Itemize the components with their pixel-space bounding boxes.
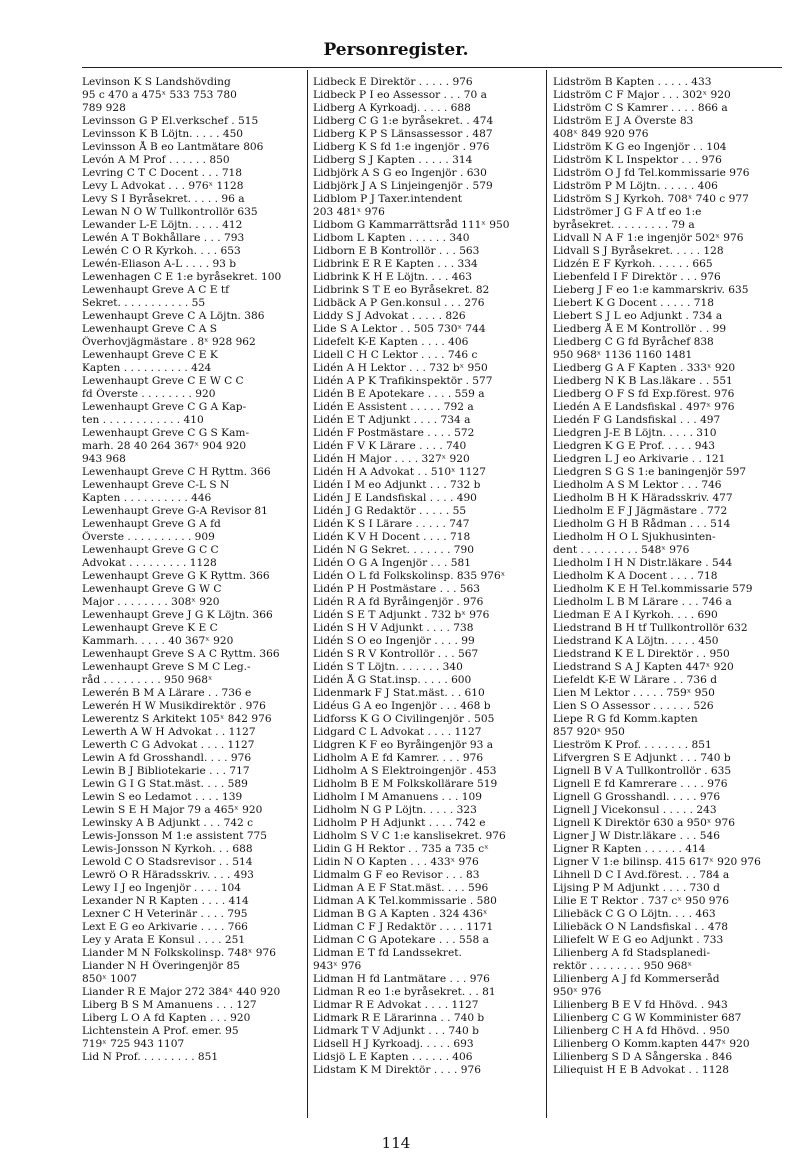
register-entry: Liebert K G Docent . . . . . 718 — [553, 297, 714, 309]
register-entry: Liedholm K A Docent . . . . 718 — [553, 570, 718, 582]
register-entry: Lichtenstein A Prof. emer. 95 — [82, 1025, 239, 1037]
register-entry: Lidén S H V Adjunkt . . . . 738 — [313, 622, 474, 634]
register-entry: Lidén S T Löjtn. . . . . . . 340 — [313, 661, 463, 673]
register-entry: Lidholm N G P Löjtn. . . . . 323 — [313, 804, 477, 816]
register-column-3 — [553, 76, 788, 1077]
register-entry: Lidén K V H Docent . . . . 718 — [313, 531, 471, 543]
register-entry: Lewenhaupt Greve C E W C C — [82, 375, 244, 387]
register-entry: Levinsson K B Löjtn. . . . . 450 — [82, 128, 244, 140]
register-entry: Liander N H Överingenjör 85 — [82, 960, 240, 972]
register-entry: Lewén C O R Kyrkoh. . . . 653 — [82, 245, 241, 257]
register-entry: Lewis-Jonsson N Kyrkoh. . . 688 — [82, 843, 253, 855]
register-entry: råd . . . . . . . . . 950 968ˣ — [82, 674, 213, 686]
register-entry: Lewenhagen C E 1:e byråsekret. 100 — [82, 271, 282, 283]
register-entry: Lidstam K M Direktör . . . . 976 — [313, 1064, 481, 1076]
register-entry: Lewenhaupt Greve G-A Revisor 81 — [82, 505, 268, 517]
register-entry: Ligner R Kapten . . . . . . 414 — [553, 843, 706, 855]
register-entry: Lidéus G A eo Ingenjör . . . 468 b — [313, 700, 491, 712]
register-entry: Lidén F Postmästare . . . . 572 — [313, 427, 475, 439]
register-entry: Lidén I M eo Adjunkt . . . 732 b — [313, 479, 481, 491]
register-entry: Lidén E T Adjunkt . . . . 734 a — [313, 414, 471, 426]
register-entry: Lidmark T V Adjunkt . . . 740 b — [313, 1025, 479, 1037]
register-entry: Lignell G Grosshandl. . . . . 976 — [553, 791, 721, 803]
register-entry: Lidvall S J Byråsekret. . . . . 128 — [553, 245, 724, 257]
register-entry: 850ˣ 1007 — [82, 973, 138, 985]
register-entry: Lewenhaupt Greve C G A Kap- — [82, 401, 247, 413]
register-entry: Lidén B E Apotekare . . . . 559 a — [313, 388, 485, 400]
register-entry: Lexander N R Kapten . . . . 414 — [82, 895, 249, 907]
register-entry: Lidin G H Rektor . . 735 a 735 cˣ — [313, 843, 489, 855]
register-entry: Lidström P M Löjtn. . . . . . 406 — [553, 180, 718, 192]
register-entry: 719ˣ 725 943 1107 — [82, 1038, 185, 1050]
register-entry: Lilienberg B E V fd Hhövd. . 943 — [553, 999, 728, 1011]
register-entry: Lidén S E T Adjunkt . 732 bˣ 976 — [313, 609, 490, 621]
header-rule — [82, 67, 782, 68]
register-entry: Lewenhaupt Greve J G K Löjtn. 366 — [82, 609, 273, 621]
register-entry: Liedholm H O L Sjukhusinten- — [553, 531, 716, 543]
register-entry: Lewenhaupt Greve G W C — [82, 583, 222, 595]
register-entry: Liedén F G Landsfiskal . . . 497 — [553, 414, 721, 426]
register-entry: Levinsson G P El.verkschef . 515 — [82, 115, 259, 127]
register-entry: Lidman B G A Kapten . 324 436ˣ — [313, 908, 488, 920]
register-entry: Lidbeck E Direktör . . . . . 976 — [313, 76, 473, 88]
register-entry: Lignell K Direktör 630 a 950ˣ 976 — [553, 817, 735, 829]
register-entry: Lilienberg C G W Komminister 687 — [553, 1012, 742, 1024]
register-entry: Lidberg A Kyrkoadj. . . . . 688 — [313, 102, 471, 114]
register-entry: Levinson K S Landshövding — [82, 76, 231, 88]
register-entry: Liedberg C G fd Byråchef 838 — [553, 336, 714, 348]
register-entry: Lidén A H Lektor . . . 732 bˣ 950 — [313, 362, 488, 374]
register-entry: Levy L Advokat . . . 976ˣ 1128 — [82, 180, 244, 192]
register-entry: Lidsell H J Kyrkoadj. . . . . 693 — [313, 1038, 474, 1050]
register-entry: Liefeldt K-E W Lärare . . 736 d — [553, 674, 718, 686]
register-entry: Major . . . . . . . . 308ˣ 920 — [82, 596, 220, 608]
register-entry: Lidström E J A Överste 83 — [553, 115, 694, 127]
register-entry: Lidman C F J Redaktör . . . . 1171 — [313, 921, 494, 933]
register-entry: Lidholm B E M Folkskollärare 519 — [313, 778, 498, 790]
register-entry: Liander R E Major 272 384ˣ 440 920 — [82, 986, 281, 998]
register-entry: Lidmar R E Advokat . . . . 1127 — [313, 999, 479, 1011]
register-entry: Lewerén H W Musikdirektör . 976 — [82, 700, 266, 712]
register-entry: rektör . . . . . . . . 950 968ˣ — [553, 960, 692, 972]
register-entry: Lidholm S V C 1:e kanslisekret. 976 — [313, 830, 506, 842]
register-entry: Lidmalm G F eo Revisor . . . 83 — [313, 869, 480, 881]
register-entry: Liedholm B H K Häradsskriv. 477 — [553, 492, 733, 504]
register-entry: Advokat . . . . . . . . . 1128 — [82, 557, 217, 569]
register-entry: Lewerth A W H Advokat . . 1127 — [82, 726, 256, 738]
register-entry: Lilienberg S D A Sångerska . 846 — [553, 1051, 733, 1063]
register-entry: Lidman H fd Lantmätare . . . 976 — [313, 973, 490, 985]
register-entry: Lidholm I M Amanuens . . . 109 — [313, 791, 482, 803]
register-entry: Liedholm E F J Jägmästare . 772 — [553, 505, 728, 517]
register-entry: Lewan N O W Tullkontrollör 635 — [82, 206, 258, 218]
register-entry: Lidbjörk J A S Linjeingenjör . 579 — [313, 180, 493, 192]
register-entry: Liedholm A S M Lektor . . . 746 — [553, 479, 722, 491]
register-entry: Lewenhaupt Greve G A fd — [82, 518, 221, 530]
register-entry: Levinsson Å B eo Lantmätare 806 — [82, 141, 264, 153]
register-entry: Lidholm P H Adjunkt . . . . 742 e — [313, 817, 486, 829]
register-entry: Lilienberg A J fd Kommerseråd — [553, 973, 720, 985]
register-entry: Lext E G eo Arkivarie . . . . 766 — [82, 921, 248, 933]
register-entry: Lilienberg O Komm.kapten 447ˣ 920 — [553, 1038, 750, 1050]
register-entry: ten . . . . . . . . . . . . 410 — [82, 414, 204, 426]
register-entry: Liliebäck O N Landsfiskal . . 478 — [553, 921, 729, 933]
register-entry: Lieberg J F eo 1:e kammarskriv. 635 — [553, 284, 749, 296]
register-entry: Lewenhaupt Greve C-L S N — [82, 479, 230, 491]
register-entry: Liberg B S M Amanuens . . . 127 — [82, 999, 257, 1011]
register-entry: Lidell C H C Lektor . . . . 746 c — [313, 349, 478, 361]
register-entry: Liedstrand B H tf Tullkontrollör 632 — [553, 622, 748, 634]
register-entry: Liedgren J-E B Löjtn. . . . . 310 — [553, 427, 717, 439]
register-entry: Lidén S O eo Ingenjör . . . . 99 — [313, 635, 475, 647]
register-entry: Lidman C G Apotekare . . . 558 a — [313, 934, 489, 946]
register-entry: Lignell J Vicekonsul . . . . . 243 — [553, 804, 717, 816]
register-entry: Liander M N Folkskolinsp. 748ˣ 976 — [82, 947, 276, 959]
register-entry: Lidén F V K Lärare . . . . 740 — [313, 440, 467, 452]
register-entry: Lidbjörk A S G eo Ingenjör . 630 — [313, 167, 487, 179]
register-entry: Överste . . . . . . . . . . 909 — [82, 531, 215, 543]
register-entry: Lid N Prof. . . . . . . . . 851 — [82, 1051, 219, 1063]
register-entry: Liedstrand K A Löjtn. . . . . 450 — [553, 635, 719, 647]
register-entry: Levring C T C Docent . . . 718 — [82, 167, 243, 179]
register-entry: Lewerentz S Arkitekt 105ˣ 842 976 — [82, 713, 272, 725]
register-entry: Levón A M Prof . . . . . . 850 — [82, 154, 230, 166]
register-entry: Lidborn E B Kontrollör . . . 563 — [313, 245, 480, 257]
register-entry: 95 c 470 a 475ˣ 533 753 780 — [82, 89, 237, 101]
register-entry: Lidberg S J Kapten . . . . . 314 — [313, 154, 473, 166]
register-entry: Lewinsky A B Adjunkt . . . 742 c — [82, 817, 254, 829]
register-entry: Lewenhaupt Greve C G S Kam- — [82, 427, 250, 439]
register-entry: Lidström K G eo Ingenjör . . 104 — [553, 141, 727, 153]
register-entry: Liedberg O F S fd Exp.förest. 976 — [553, 388, 735, 400]
register-entry: Liedholm K E H Tel.kommissarie 579 — [553, 583, 753, 595]
register-entry: Liebert S J L eo Adjunkt . 734 a — [553, 310, 723, 322]
register-entry: Lihnell D C I Avd.förest. . . 784 a — [553, 869, 730, 881]
register-entry: Lidman R eo 1:e byråsekret. . . 81 — [313, 986, 496, 998]
register-entry: Lidenmark F J Stat.mäst. . . 610 — [313, 687, 485, 699]
register-entry: Sekret. . . . . . . . . . . 55 — [82, 297, 206, 309]
register-entry: Kammarh. . . . . 40 367ˣ 920 — [82, 635, 234, 647]
register-entry: Liedstrand S A J Kapten 447ˣ 920 — [553, 661, 734, 673]
column-divider — [307, 70, 308, 1118]
register-entry: Lidén Å G Stat.insp. . . . . 600 — [313, 674, 472, 686]
register-entry: Lewenhaupt Greve C A S — [82, 323, 217, 335]
register-entry: Lidbrink E R E Kapten . . . 334 — [313, 258, 478, 270]
register-entry: Lidén R A fd Byråingenjör . 976 — [313, 596, 484, 608]
register-entry: Lidholm A S Elektroingenjör . 453 — [313, 765, 497, 777]
register-entry: Lewenhaupt Greve K E C — [82, 622, 218, 634]
register-entry: Liliefelt W E G eo Adjunkt . 733 — [553, 934, 724, 946]
register-entry: Lidén O L fd Folkskolinsp. 835 976ˣ — [313, 570, 506, 582]
register-entry: Lewenhaupt Greve S A C Ryttm. 366 — [82, 648, 280, 660]
register-entry: Lilie E T Rektor . 737 cˣ 950 976 — [553, 895, 730, 907]
register-entry: 950ˣ 976 — [553, 986, 602, 998]
register-entry: 943ˣ 976 — [313, 960, 362, 972]
register-entry: Lidén J G Redaktör . . . . . 55 — [313, 505, 467, 517]
register-entry: Lidén H A Advokat . . 510ˣ 1127 — [313, 466, 486, 478]
register-entry: Lijsing P M Adjunkt . . . . 730 d — [553, 882, 720, 894]
register-entry: Lewin B J Bibliotekarie . . . 717 — [82, 765, 250, 777]
register-entry: Lidström C F Major . . . 302ˣ 920 — [553, 89, 731, 101]
register-entry: Liedholm I H N Distr.läkare . 544 — [553, 557, 733, 569]
register-entry: Lidström C S Kamrer . . . . 866 a — [553, 102, 728, 114]
register-entry: Lewrö O R Häradsskriv. . . . 493 — [82, 869, 254, 881]
register-entry: Lidbeck P I eo Assessor . . . 70 a — [313, 89, 487, 101]
register-entry: Lewenhaupt Greve A C E tf — [82, 284, 230, 296]
register-entry: 789 928 — [82, 102, 126, 114]
register-entry: Liedberg N K B Las.läkare . . 551 — [553, 375, 733, 387]
register-entry: Lewenhaupt Greve S M C Leg.- — [82, 661, 251, 673]
page-title: Personregister. — [323, 40, 469, 60]
register-entry: Lexner C H Veterinär . . . . 795 — [82, 908, 248, 920]
register-entry: Lidén O G A Ingenjör . . . 581 — [313, 557, 471, 569]
register-entry: Liedholm G H B Rådman . . . 514 — [553, 518, 731, 530]
register-entry: Liddy S J Advokat . . . . . 826 — [313, 310, 466, 322]
register-entry: Lidgren K F eo Byråingenjör 93 a — [313, 739, 494, 751]
register-entry: Lidin N O Kapten . . . 433ˣ 976 — [313, 856, 479, 868]
register-entry: Liedgren L J eo Arkivarie . . 121 — [553, 453, 726, 465]
register-entry: Liedgren S G S 1:e baningenjör 597 — [553, 466, 747, 478]
register-entry: Lewén A T Bokhållare . . . 793 — [82, 232, 245, 244]
register-entry: Lewy I J eo Ingenjör . . . . 104 — [82, 882, 242, 894]
register-entry: Lidström S J Kyrkoh. 708ˣ 740 c 977 — [553, 193, 749, 205]
register-entry: 857 920ˣ 950 — [553, 726, 625, 738]
register-entry: Lidvall N A F 1:e ingenjör 502ˣ 976 — [553, 232, 744, 244]
register-entry: Ligner J W Distr.läkare . . . 546 — [553, 830, 721, 842]
register-entry: Lewerth C G Advokat . . . . 1127 — [82, 739, 255, 751]
register-entry: Lidström B Kapten . . . . . 433 — [553, 76, 712, 88]
register-entry: fd Överste . . . . . . . . 920 — [82, 388, 216, 400]
register-entry: Liedén A E Landsfiskal . 497ˣ 976 — [553, 401, 735, 413]
register-entry: Ley y Arata E Konsul . . . . 251 — [82, 934, 246, 946]
register-entry: Lidman A K Tel.kommissarie . 580 — [313, 895, 497, 907]
register-entry: Liedman E A I Kyrkoh. . . . 690 — [553, 609, 718, 621]
register-entry: Lewenhaupt Greve C A Löjtn. 386 — [82, 310, 265, 322]
register-entry: Lidberg K P S Länsassessor . 487 — [313, 128, 493, 140]
register-entry: Lidsjö L E Kapten . . . . . . 406 — [313, 1051, 473, 1063]
register-entry: Kapten . . . . . . . . . . 446 — [82, 492, 212, 504]
register-entry: Lewén-Eliason A-L . . . . 93 b — [82, 258, 237, 270]
register-entry: 408ˣ 849 920 976 — [553, 128, 649, 140]
register-column-2 — [313, 76, 548, 1077]
register-entry: Lidbom L Kapten . . . . . . 340 — [313, 232, 470, 244]
register-entry: Lidgard C L Advokat . . . . 1127 — [313, 726, 482, 738]
register-column-1 — [82, 76, 317, 1064]
register-entry: Liliebäck C G O Löjtn. . . . 463 — [553, 908, 716, 920]
column-divider — [546, 70, 547, 1118]
register-entry: 943 968 — [82, 453, 126, 465]
register-entry: Överhovjägmästare . 8ˣ 928 962 — [82, 336, 256, 348]
register-entry: Lidén A P K Trafikinspektör . 577 — [313, 375, 493, 387]
register-entry: Lewin A fd Grosshandl. . . . 976 — [82, 752, 252, 764]
register-entry: Lidén J E Landsfiskal . . . . 490 — [313, 492, 477, 504]
register-entry: Lidén P H Postmästare . . . 563 — [313, 583, 481, 595]
register-entry: Lewin S E H Major 79 a 465ˣ 920 — [82, 804, 263, 816]
register-entry: Lilienberg C H A fd Hhövd. . 950 — [553, 1025, 730, 1037]
register-entry: Lidman E T fd Landssekret. — [313, 947, 462, 959]
register-entry: Lidholm A E fd Kamrer. . . . 976 — [313, 752, 484, 764]
register-entry: Liedgren K G E Prof. . . . . 943 — [553, 440, 715, 452]
register-entry: Lidén N G Sekret. . . . . . . 790 — [313, 544, 475, 556]
register-entry: Lidströmer J G F A tf eo 1:e — [553, 206, 702, 218]
register-entry: Lewenhaupt Greve C H Ryttm. 366 — [82, 466, 271, 478]
register-entry: Lewerén B M A Lärare . . 736 e — [82, 687, 252, 699]
register-entry: Lewold C O Stadsrevisor . . 514 — [82, 856, 253, 868]
register-entry: Lidén S R V Kontrollör . . . 567 — [313, 648, 479, 660]
register-entry: Lewenhaupt Greve C E K — [82, 349, 218, 361]
register-entry: Liedberg Å E M Kontrollör . . 99 — [553, 323, 727, 335]
register-entry: Lidmark R E Lärarinna . . 740 b — [313, 1012, 485, 1024]
register-entry: Lidén H Major . . . . 327ˣ 920 — [313, 453, 470, 465]
register-entry: Lien S O Assessor . . . . . . 526 — [553, 700, 714, 712]
register-entry: Liedholm L B M Lärare . . . 746 a — [553, 596, 732, 608]
register-entry: Lidström O J fd Tel.kommissarie 976 — [553, 167, 750, 179]
register-entry: Lidén K S I Lärare . . . . . 747 — [313, 518, 470, 530]
register-entry: Lidefelt K-E Kapten . . . . 406 — [313, 336, 469, 348]
register-entry: Liebenfeld I F Direktör . . . 976 — [553, 271, 721, 283]
register-entry: dent . . . . . . . . . 548ˣ 976 — [553, 544, 690, 556]
register-entry: Lewander L-E Löjtn. . . . . 412 — [82, 219, 243, 231]
register-entry: Kapten . . . . . . . . . . 424 — [82, 362, 212, 374]
register-entry: Lien M Lektor . . . . . 759ˣ 950 — [553, 687, 715, 699]
register-entry: Ligner V 1:e bilinsp. 415 617ˣ 920 976 — [553, 856, 761, 868]
register-entry: Liliequist H E B Advokat . . 1128 — [553, 1064, 729, 1076]
register-entry: Lewenhaupt Greve G K Ryttm. 366 — [82, 570, 270, 582]
register-entry: Lidbrink S T E eo Byråsekret. 82 — [313, 284, 490, 296]
register-entry: Lidbrink K H E Löjtn. . . . 463 — [313, 271, 472, 283]
register-entry: Lidzén E F Kyrkoh. . . . . . 665 — [553, 258, 713, 270]
register-entry: Lidberg C G 1:e byråsekret. . 474 — [313, 115, 494, 127]
page-number: 114 — [381, 1134, 411, 1152]
register-entry: Levy S I Byråsekret. . . . . 96 a — [82, 193, 245, 205]
register-entry: Lignell B V A Tullkontrollör . 635 — [553, 765, 732, 777]
register-entry: Lidberg K S fd 1:e ingenjör . 976 — [313, 141, 490, 153]
register-entry: Liedstrand K E L Direktör . . 950 — [553, 648, 730, 660]
register-entry: Lifvergren S E Adjunkt . . . 740 b — [553, 752, 731, 764]
register-entry: Lidbäck A P Gen.konsul . . . 276 — [313, 297, 485, 309]
register-entry: Lieström K Prof. . . . . . . . 851 — [553, 739, 712, 751]
register-entry: Lewin G I G Stat.mäst. . . . 589 — [82, 778, 248, 790]
register-entry: Liberg L O A fd Kapten . . . 920 — [82, 1012, 251, 1024]
register-entry: Lidbom G Kammarrättsråd 111ˣ 950 — [313, 219, 510, 231]
register-entry: Lewenhaupt Greve G C C — [82, 544, 219, 556]
register-entry: 950 968ˣ 1136 1160 1481 — [553, 349, 693, 361]
register-entry: Lidblom P J Taxer.intendent — [313, 193, 463, 205]
register-entry: 203 481ˣ 976 — [313, 206, 385, 218]
register-entry: Lewis-Jonsson M 1:e assistent 775 — [82, 830, 268, 842]
register-entry: Lidman A E F Stat.mäst. . . . 596 — [313, 882, 489, 894]
register-entry: Lidén E Assistent . . . . . 792 a — [313, 401, 474, 413]
register-entry: byråsekret. . . . . . . . . 79 a — [553, 219, 695, 231]
register-entry: Lide S A Lektor . . 505 730ˣ 744 — [313, 323, 486, 335]
register-entry: marh. 28 40 264 367ˣ 904 920 — [82, 440, 247, 452]
register-entry: Liedberg G A F Kapten . 333ˣ 920 — [553, 362, 736, 374]
register-entry: Lidforss K G O Civilingenjör . 505 — [313, 713, 495, 725]
register-entry: Lewin S eo Ledamot . . . . 139 — [82, 791, 243, 803]
register-entry: Lidström K L Inspektor . . . 976 — [553, 154, 722, 166]
register-entry: Lilienberg A fd Stadsplanedi- — [553, 947, 711, 959]
register-entry: Lignell E fd Kamrerare . . . . 976 — [553, 778, 728, 790]
register-entry: Liepe R G fd Komm.kapten — [553, 713, 698, 725]
